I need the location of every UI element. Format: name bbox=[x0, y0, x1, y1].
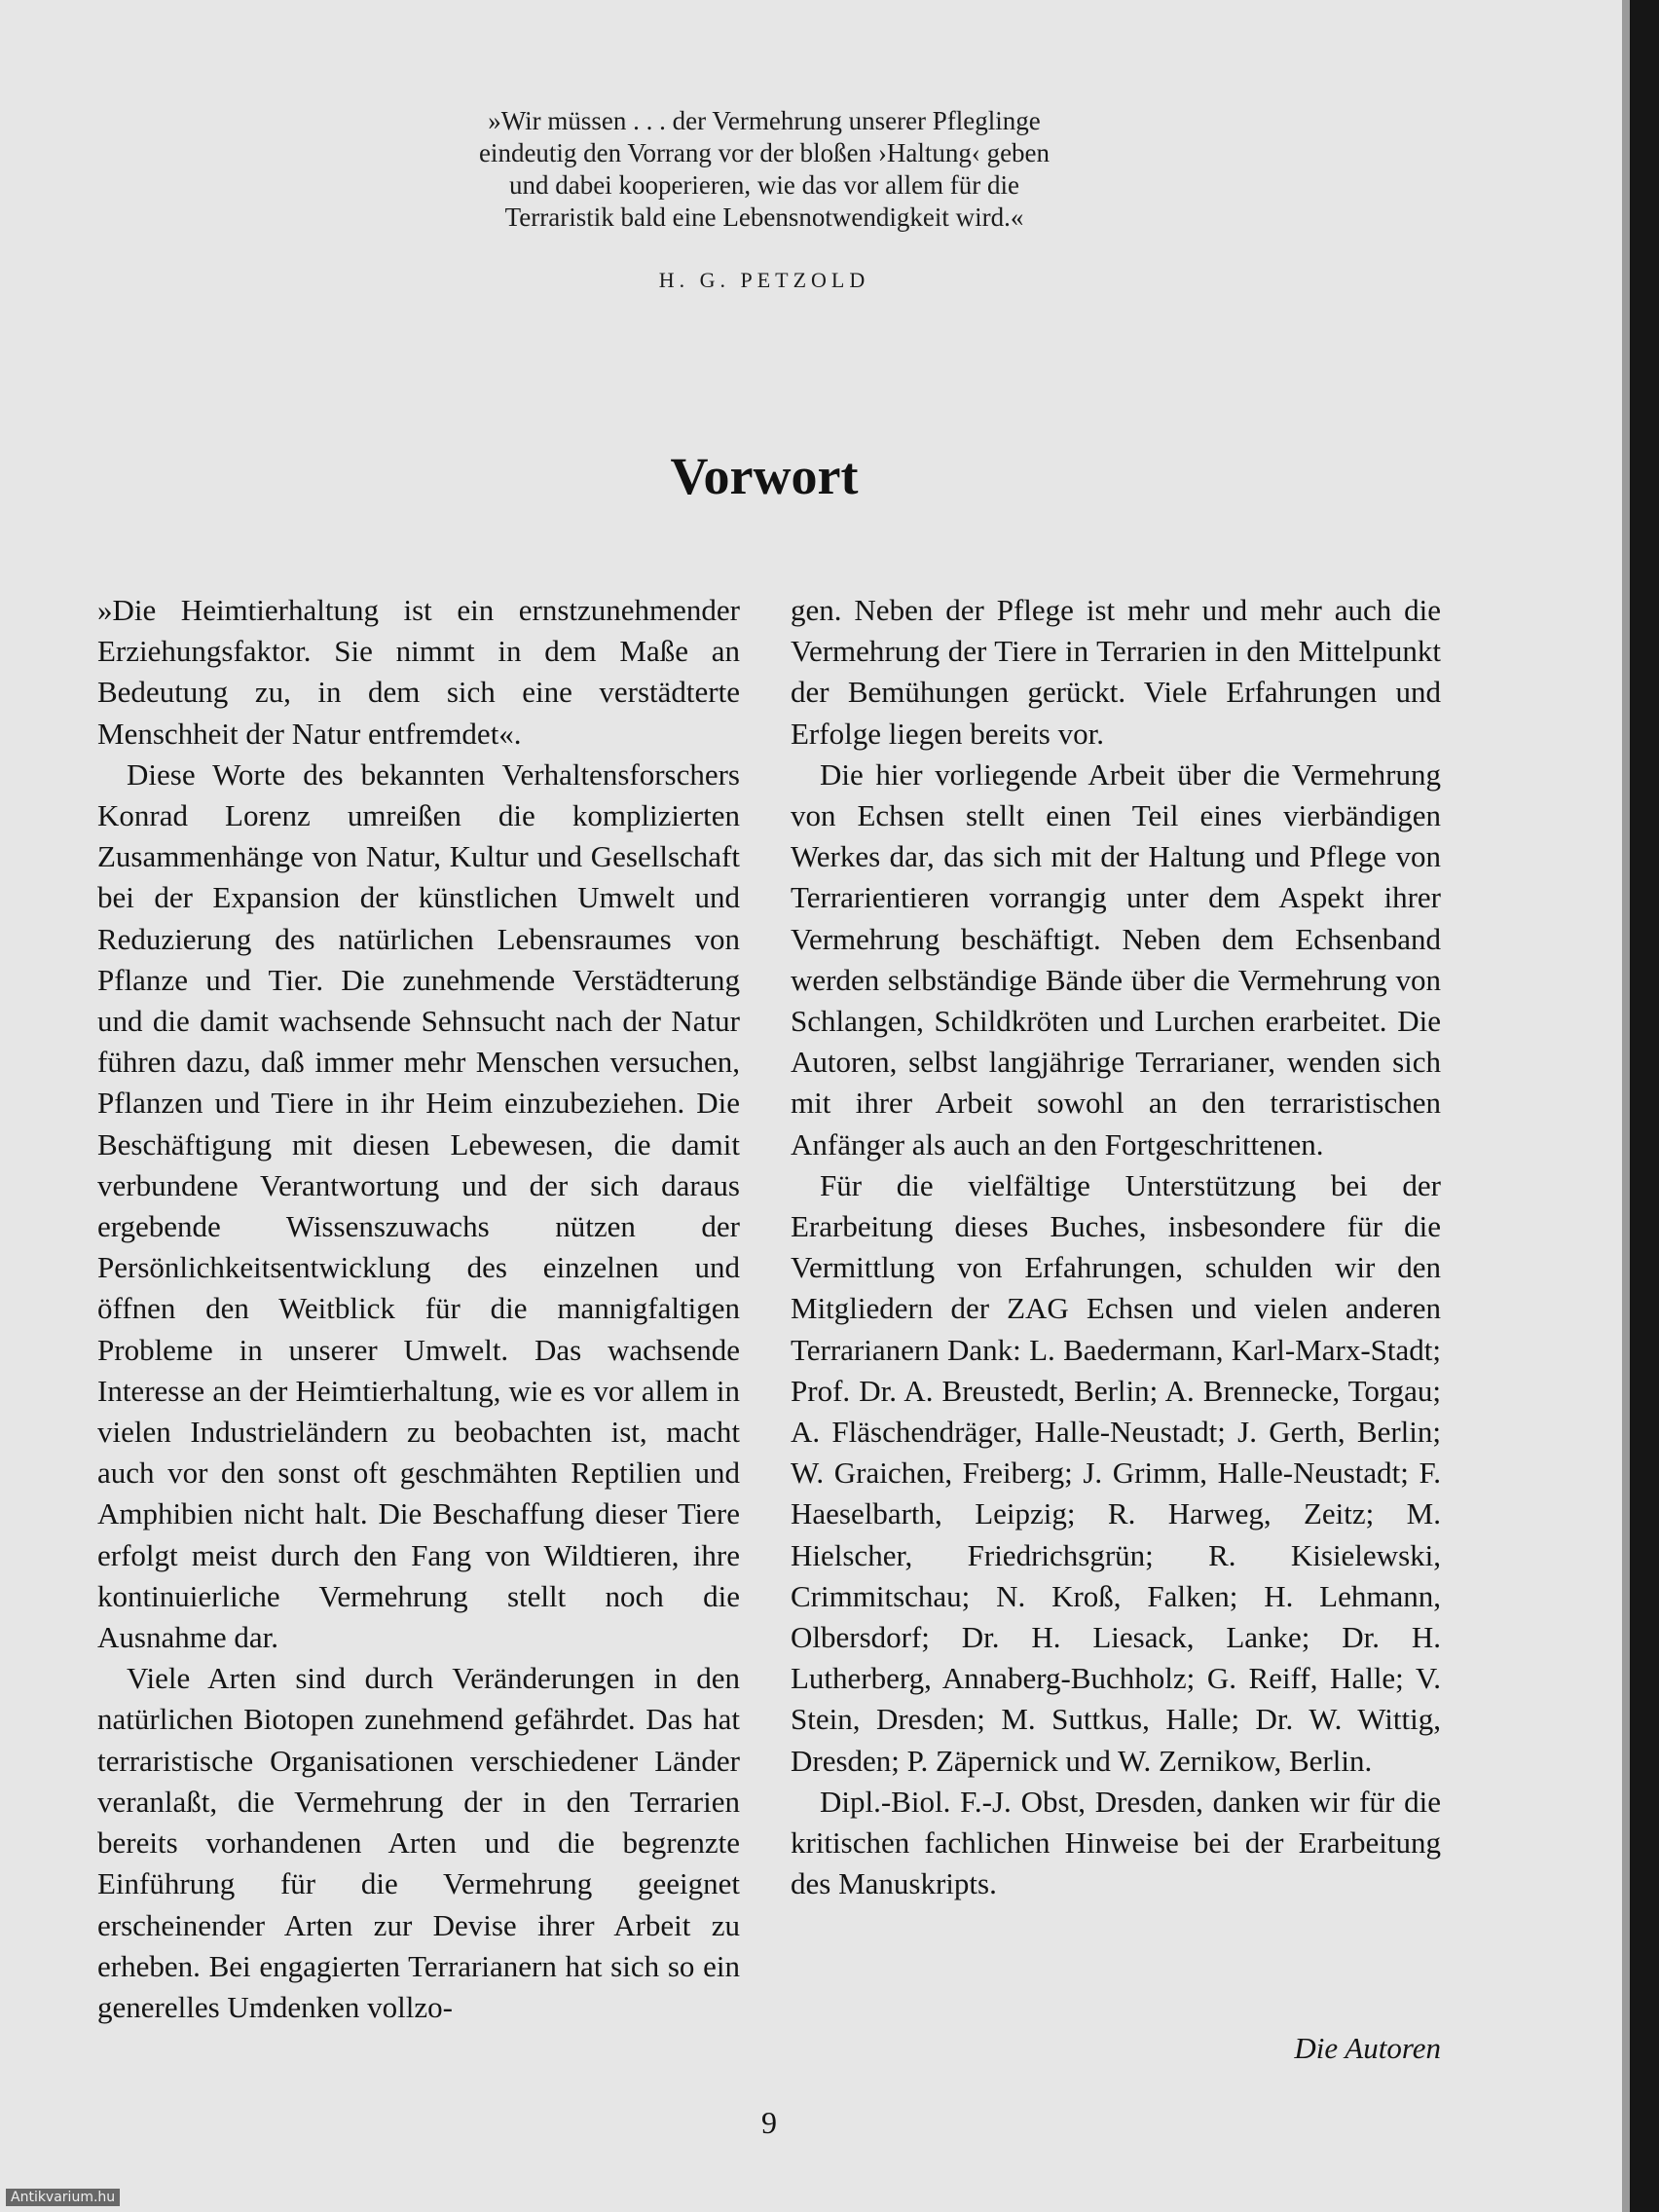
paragraph: Dipl.-Biol. F.-J. Obst, Dresden, danken wir für die kritischen fachlichen Hinweise bei der Erarbeitung des Manuskripts. bbox=[791, 1784, 1441, 1901]
paragraph: »Die Heimtierhaltung ist ein ernstzunehmender Erziehungsfaktor. Sie nimmt in dem Maße an Bedeutung zu, in dem sich eine verstädterte Menschheit der Natur entfremdet«. bbox=[97, 593, 740, 751]
page-number: 9 bbox=[761, 2105, 777, 2140]
paragraph: Viele Arten sind durch Veränderungen in den natürlichen Biotopen zunehmend gefährdet. Das hat terraristische Organisationen verschiedener Länder veranlaßt, die Vermehrung der in den Terrarien bereits vorhandenen Arten und die begrenzte Einführung für die Vermehrung geeignet erscheinender Arten zur Devise ihrer Arbeit zu erheben. Bei engagierten Terrarianern hat sich so ein generelles Umdenken vollzo- bbox=[97, 1661, 740, 2024]
paragraph: Diese Worte des bekannten Verhaltensforschers Konrad Lorenz umreißen die komplizierten Zusammenhänge von Natur, Kultur und Gesellschaft bei der Expansion der künstlichen Umwelt und Reduzierung des natürlichen Lebensraumes von Pflanze und Tier. Die zunehmende Verstädterung und die damit wachsende Sehnsucht nach der Natur führen dazu, daß immer mehr Menschen versuchen, Pflanzen und Tiere in ihr Heim einzubeziehen. Die Beschäftigung mit diesen Lebewesen, die damit verbundene Verantwortung und der sich daraus ergebende Wissenszuwachs nützen der Persönlichkeitsentwicklung des einzelnen und öffnen den Weitblick für die mannigfaltigen Probleme in unserer Umwelt. Das wachsende Interesse an der Heimtierhaltung, wie es vor allem in vielen Industrieländern zu beobachten ist, macht auch vor den sonst oft geschmähten Reptilien und Amphibien nicht halt. Die Beschaffung dieser Tiere erfolgt meist durch den Fang von Wildtieren, ihre kontinuierliche Vermehrung stellt noch die Ausnahme dar. bbox=[97, 756, 740, 1655]
paragraph: Für die vielfältige Unterstützung bei der Erarbeitung dieses Buches, insbesondere für die Vermittlung von Erfahrungen, schulden wir den Mitgliedern der ZAG Echsen und vielen anderen Terrarianern Dank: L. Baedermann, Karl-Marx-Stadt; Prof. Dr. A. Breustedt, Berlin; A. Brennecke, Torgau; A. Fläschendräger, Halle-Neustadt; J. Gerth, Berlin; W. Graichen, Freiberg; J. Grimm, Halle-Neustadt; F. Haeselbarth, Leipzig; R. Harweg, Zeitz; M. Hielscher, Friedrichsgrün; R. Kisielewski, Crimmitschau; N. Kroß, Falken; H. Lehmann, Olbersdorf; Dr. H. Liesack, Lanke; Dr. H. Lutherberg, Annaberg-Buchholz; G. Reiff, Halle; V. Stein, Dresden; M. Suttkus, Halle; Dr. W. Wittig, Dresden; P. Zäpernick und W. Zernikow, Berlin. bbox=[791, 1167, 1441, 1778]
page-title: Vorwort bbox=[670, 447, 859, 505]
epigraph-line: eindeutig den Vorrang vor der bloßen ›Haltung‹ geben bbox=[478, 138, 1051, 167]
left-column bbox=[97, 590, 740, 2028]
paragraph: gen. Neben der Pflege ist mehr und mehr auch die Vermehrung der Tiere in Terrarien in den Mittelpunkt der Bemühungen gerückt. Viele Erfahrungen und Erfolge liegen bereits vor. bbox=[791, 593, 1441, 751]
page-edge bbox=[1622, 0, 1630, 2212]
epigraph-author: H. G. PETZOLD bbox=[658, 268, 870, 292]
book-cover-edge bbox=[1630, 0, 1659, 2212]
right-column bbox=[791, 590, 1441, 1905]
epigraph-line: und dabei kooperieren, wie das vor allem für die bbox=[508, 170, 1020, 200]
paragraph: Die hier vorliegende Arbeit über die Vermehrung von Echsen stellt einen Teil eines vierbändigen Werkes dar, das sich mit der Haltung und Pflege von Terrarientieren vorrangig unter dem Aspekt ihrer Vermehrung beschäftigt. Neben dem Echsenband werden selbständige Bände über die Vermehrung von Schlangen, Schildkröten und Lurchen erarbeitet. Die Autoren, selbst langjährige Terrarianer, wenden sich mit ihrer Arbeit sowohl an den terraristischen Anfänger als auch an den Fortgeschrittenen. bbox=[791, 756, 1441, 1161]
watermark: Antikvarium.hu bbox=[6, 2189, 120, 2206]
epigraph-line: Terraristik bald eine Lebensnotwendigkeit wird.« bbox=[504, 203, 1024, 232]
epigraph-line: »Wir müssen . . . der Vermehrung unserer Pfleglinge bbox=[488, 106, 1041, 135]
signature: Die Autoren bbox=[1294, 2031, 1441, 2065]
epigraph-quote bbox=[370, 105, 1159, 234]
